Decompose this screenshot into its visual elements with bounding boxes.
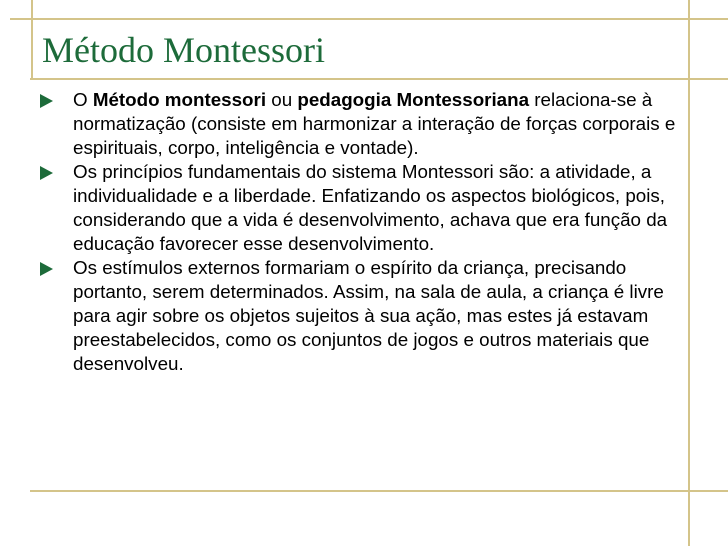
bottom-rule bbox=[30, 490, 728, 492]
bullet-text bbox=[73, 89, 675, 158]
bullet-item-normatizacao bbox=[38, 88, 684, 160]
right-rule bbox=[688, 0, 690, 546]
slide-title: Método Montessori bbox=[42, 30, 325, 70]
bullet-text: Os princípios fundamentais do sistema Montessori são: a atividade, a individualidade e a liberdade. Enfatizando os aspectos biológicos, pois, considerando que a vida é desenvolvimento, achava que era função da educação favorecer esse desenvolvimento. bbox=[73, 161, 668, 254]
bullet-item-estimulos bbox=[38, 256, 684, 376]
left-rule bbox=[31, 0, 33, 80]
title-underline-rule bbox=[30, 78, 728, 80]
triangle-bullet-icon bbox=[40, 262, 53, 276]
bullet-item-principios bbox=[38, 160, 684, 256]
bullet-rest: relaciona-se à normatização (consiste em harmonizar a interação de forças corporais e espirituais, corpo, inteligência e vontade). bbox=[73, 89, 676, 158]
bold-term-metodo: Método montessori bbox=[92, 89, 267, 110]
bullet-text: Os estímulos externos formariam o espírito da criança, precisando portanto, serem determinados. Assim, na sala de aula, a criança é livre para agir sobre os objetos sujeitos à sua ação, mas estes já estavam preestabelecidos, como os conjuntos de jogos e outros materiais que desenvolveu. bbox=[73, 257, 664, 374]
bullet-prefix: O bbox=[73, 89, 93, 110]
bullet-connector: ou bbox=[266, 89, 298, 110]
triangle-bullet-icon bbox=[40, 166, 53, 180]
bold-term-pedagogia: pedagogia Montessoriana bbox=[297, 89, 530, 110]
bullet-list bbox=[38, 88, 684, 376]
top-rule bbox=[10, 18, 728, 20]
triangle-bullet-icon bbox=[40, 94, 53, 108]
